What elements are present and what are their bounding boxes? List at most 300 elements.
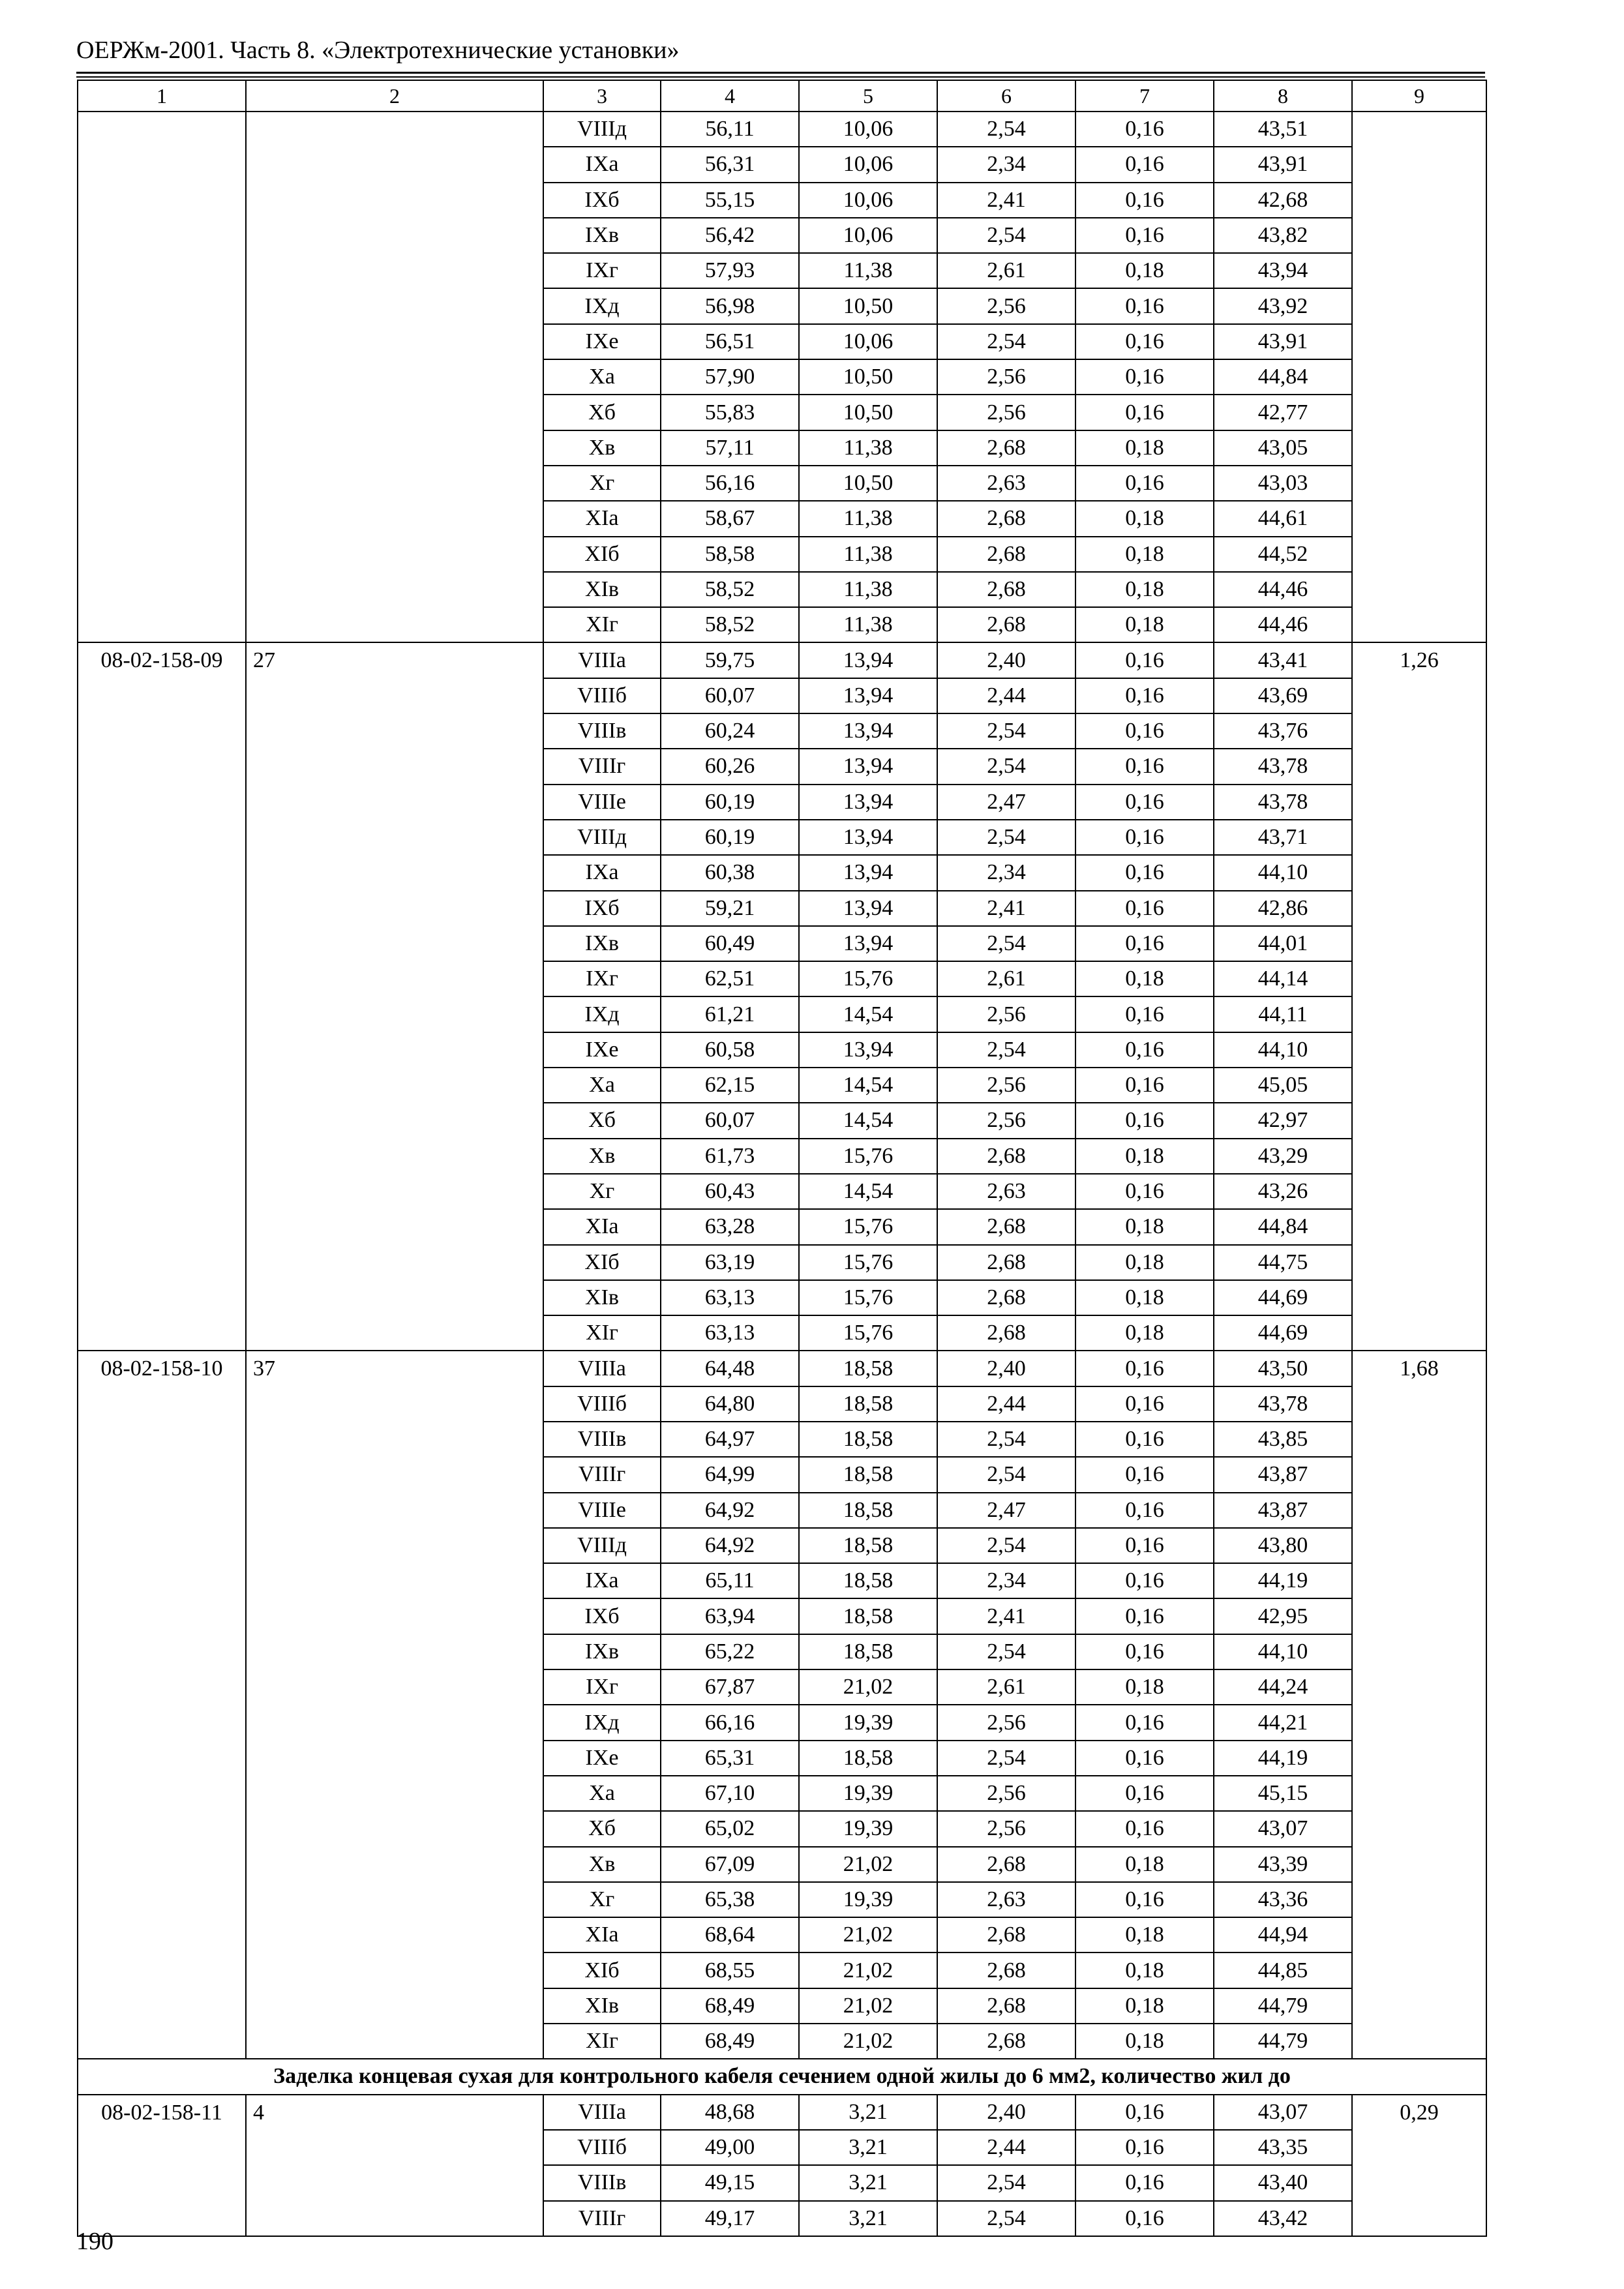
value-cell: 0,18	[1075, 430, 1214, 466]
zone-cell: Xa	[543, 1068, 661, 1103]
value-cell: 49,00	[661, 2130, 799, 2165]
value-cell: 56,98	[661, 288, 799, 323]
value-cell: 61,21	[661, 996, 799, 1032]
value-cell: 68,49	[661, 2024, 799, 2059]
value-cell: 59,21	[661, 891, 799, 926]
value-cell: 62,51	[661, 961, 799, 996]
zone-cell: IXг	[543, 961, 661, 996]
value-cell: 43,78	[1214, 749, 1352, 784]
zone-cell: VIIIд	[543, 820, 661, 855]
value-cell: 60,58	[661, 1032, 799, 1068]
value-cell: 14,54	[799, 996, 937, 1032]
rates-table	[77, 80, 1487, 2237]
zone-cell: VIIIг	[543, 2201, 661, 2236]
column-header: 5	[799, 80, 937, 112]
value-cell: 2,63	[937, 466, 1075, 501]
value-cell: 21,02	[799, 1988, 937, 2024]
value-cell: 43,29	[1214, 1139, 1352, 1174]
value-cell: 60,26	[661, 749, 799, 784]
value-cell: 2,54	[937, 324, 1075, 359]
value-cell: 44,10	[1214, 1634, 1352, 1669]
value-cell: 59,75	[661, 642, 799, 678]
value-cell: 65,31	[661, 1741, 799, 1776]
value-cell: 11,38	[799, 572, 937, 607]
value-cell: 0,16	[1075, 1351, 1214, 1386]
zone-cell: IXe	[543, 1032, 661, 1068]
value-cell: 42,95	[1214, 1598, 1352, 1634]
zone-cell: VIIIб	[543, 678, 661, 713]
value-cell: 15,76	[799, 1209, 937, 1244]
value-cell: 60,24	[661, 713, 799, 749]
column-header: 3	[543, 80, 661, 112]
value-cell: 44,14	[1214, 961, 1352, 996]
table-row	[78, 642, 1486, 678]
zone-cell: XIв	[543, 1988, 661, 2024]
value-cell: 43,78	[1214, 1386, 1352, 1422]
zone-cell: VIIIв	[543, 713, 661, 749]
value-cell: 44,10	[1214, 1032, 1352, 1068]
value-cell: 0,16	[1075, 1457, 1214, 1492]
zone-cell: IXг	[543, 1669, 661, 1705]
zone-cell: VIIIв	[543, 1422, 661, 1457]
value-cell: 2,63	[937, 1882, 1075, 1917]
zone-cell: VIIIe	[543, 1493, 661, 1528]
value-cell: 45,05	[1214, 1068, 1352, 1103]
core-count-cell: 4	[246, 2095, 543, 2236]
value-cell: 3,21	[799, 2130, 937, 2165]
value-cell: 43,94	[1214, 253, 1352, 288]
value-cell: 0,16	[1075, 785, 1214, 820]
zone-cell: VIIIe	[543, 785, 661, 820]
value-cell: 68,49	[661, 1988, 799, 2024]
core-count-cell	[246, 112, 543, 642]
value-cell: 2,41	[937, 891, 1075, 926]
value-cell: 2,54	[937, 1032, 1075, 1068]
value-cell: 0,16	[1075, 1598, 1214, 1634]
value-cell: 60,19	[661, 785, 799, 820]
value-cell: 0,18	[1075, 1139, 1214, 1174]
zone-cell: IXд	[543, 288, 661, 323]
value-cell: 21,02	[799, 1952, 937, 1988]
value-cell: 0,18	[1075, 1917, 1214, 1952]
value-cell: 2,54	[937, 1422, 1075, 1457]
value-cell: 44,79	[1214, 2024, 1352, 2059]
value-cell: 43,91	[1214, 324, 1352, 359]
value-cell: 68,64	[661, 1917, 799, 1952]
value-cell: 0,16	[1075, 1493, 1214, 1528]
value-cell: 2,41	[937, 1598, 1075, 1634]
value-cell: 11,38	[799, 501, 937, 536]
value-cell: 0,18	[1075, 1245, 1214, 1280]
zone-cell: IXв	[543, 218, 661, 253]
value-cell: 2,68	[937, 1209, 1075, 1244]
value-cell: 18,58	[799, 1422, 937, 1457]
value-cell: 10,50	[799, 359, 937, 395]
value-cell: 43,76	[1214, 713, 1352, 749]
value-cell: 0,16	[1075, 891, 1214, 926]
value-cell: 43,71	[1214, 820, 1352, 855]
value-cell: 2,47	[937, 1493, 1075, 1528]
zone-cell: IXa	[543, 147, 661, 182]
value-cell: 43,82	[1214, 218, 1352, 253]
zone-cell: IXб	[543, 183, 661, 218]
value-cell: 44,84	[1214, 1209, 1352, 1244]
value-cell: 19,39	[799, 1811, 937, 1846]
zone-cell: Xв	[543, 1139, 661, 1174]
value-cell: 0,18	[1075, 572, 1214, 607]
value-cell: 44,19	[1214, 1741, 1352, 1776]
zone-cell: IXв	[543, 1634, 661, 1669]
value-cell: 44,24	[1214, 1669, 1352, 1705]
zone-cell: VIIIд	[543, 1528, 661, 1563]
zone-cell: VIIIa	[543, 642, 661, 678]
value-cell: 0,18	[1075, 1669, 1214, 1705]
value-cell: 10,50	[799, 466, 937, 501]
value-cell: 2,56	[937, 996, 1075, 1032]
value-cell: 60,43	[661, 1174, 799, 1209]
value-cell: 44,85	[1214, 1952, 1352, 1988]
labor-cost-cell: 1,26	[1352, 642, 1486, 1351]
value-cell: 0,16	[1075, 820, 1214, 855]
value-cell: 2,54	[937, 1634, 1075, 1669]
value-cell: 44,46	[1214, 607, 1352, 642]
value-cell: 44,79	[1214, 1988, 1352, 2024]
value-cell: 11,38	[799, 607, 937, 642]
value-cell: 44,10	[1214, 855, 1352, 890]
value-cell: 44,52	[1214, 537, 1352, 572]
value-cell: 0,16	[1075, 749, 1214, 784]
value-cell: 0,16	[1075, 112, 1214, 147]
zone-cell: IXa	[543, 1563, 661, 1598]
value-cell: 0,16	[1075, 1741, 1214, 1776]
labor-cost-cell	[1352, 112, 1486, 642]
value-cell: 2,68	[937, 1988, 1075, 2024]
zone-cell: XIг	[543, 2024, 661, 2059]
value-cell: 65,22	[661, 1634, 799, 1669]
value-cell: 0,16	[1075, 1563, 1214, 1598]
value-cell: 10,06	[799, 324, 937, 359]
value-cell: 2,54	[937, 749, 1075, 784]
value-cell: 10,06	[799, 218, 937, 253]
value-cell: 43,07	[1214, 2095, 1352, 2130]
table-row	[78, 2095, 1486, 2130]
value-cell: 2,68	[937, 1139, 1075, 1174]
value-cell: 14,54	[799, 1174, 937, 1209]
value-cell: 44,69	[1214, 1280, 1352, 1315]
value-cell: 56,51	[661, 324, 799, 359]
value-cell: 42,97	[1214, 1103, 1352, 1138]
value-cell: 2,54	[937, 713, 1075, 749]
value-cell: 15,76	[799, 1245, 937, 1280]
value-cell: 3,21	[799, 2165, 937, 2200]
value-cell: 64,48	[661, 1351, 799, 1386]
value-cell: 0,16	[1075, 1882, 1214, 1917]
section-title: Заделка концевая сухая для контрольного кабеля сечением одной жилы до 6 мм2, количество жил до	[78, 2059, 1486, 2094]
value-cell: 2,34	[937, 855, 1075, 890]
value-cell: 0,18	[1075, 1988, 1214, 2024]
value-cell: 0,16	[1075, 1068, 1214, 1103]
value-cell: 2,54	[937, 218, 1075, 253]
zone-cell: VIIIб	[543, 2130, 661, 2165]
value-cell: 2,40	[937, 2095, 1075, 2130]
zone-cell: VIIIa	[543, 1351, 661, 1386]
value-cell: 64,99	[661, 1457, 799, 1492]
zone-cell: XIa	[543, 501, 661, 536]
value-cell: 2,68	[937, 501, 1075, 536]
value-cell: 19,39	[799, 1705, 937, 1740]
column-header: 7	[1075, 80, 1214, 112]
value-cell: 43,87	[1214, 1493, 1352, 1528]
value-cell: 11,38	[799, 253, 937, 288]
value-cell: 2,40	[937, 1351, 1075, 1386]
value-cell: 0,16	[1075, 1528, 1214, 1563]
value-cell: 0,18	[1075, 1315, 1214, 1351]
zone-cell: XIб	[543, 537, 661, 572]
value-cell: 19,39	[799, 1882, 937, 1917]
value-cell: 0,16	[1075, 359, 1214, 395]
zone-cell: IXв	[543, 926, 661, 961]
value-cell: 56,42	[661, 218, 799, 253]
value-cell: 44,61	[1214, 501, 1352, 536]
value-cell: 43,42	[1214, 2201, 1352, 2236]
value-cell: 10,06	[799, 112, 937, 147]
value-cell: 11,38	[799, 537, 937, 572]
value-cell: 63,94	[661, 1598, 799, 1634]
value-cell: 0,16	[1075, 2130, 1214, 2165]
value-cell: 64,92	[661, 1528, 799, 1563]
value-cell: 0,18	[1075, 1847, 1214, 1882]
value-cell: 0,16	[1075, 996, 1214, 1032]
value-cell: 2,68	[937, 1315, 1075, 1351]
zone-cell: IXд	[543, 1705, 661, 1740]
value-cell: 44,21	[1214, 1705, 1352, 1740]
value-cell: 43,51	[1214, 112, 1352, 147]
value-cell: 21,02	[799, 1669, 937, 1705]
value-cell: 2,68	[937, 2024, 1075, 2059]
value-cell: 2,56	[937, 1103, 1075, 1138]
value-cell: 56,31	[661, 147, 799, 182]
value-cell: 3,21	[799, 2095, 937, 2130]
value-cell: 2,68	[937, 1952, 1075, 1988]
column-header: 2	[246, 80, 543, 112]
value-cell: 21,02	[799, 1917, 937, 1952]
rate-code-cell	[78, 112, 246, 642]
zone-cell: VIIIг	[543, 749, 661, 784]
zone-cell: IXг	[543, 253, 661, 288]
value-cell: 13,94	[799, 820, 937, 855]
zone-cell: IXб	[543, 1598, 661, 1634]
column-header: 9	[1352, 80, 1486, 112]
value-cell: 0,16	[1075, 926, 1214, 961]
value-cell: 43,50	[1214, 1351, 1352, 1386]
value-cell: 43,35	[1214, 2130, 1352, 2165]
value-cell: 55,15	[661, 183, 799, 218]
value-cell: 2,56	[937, 1811, 1075, 1846]
value-cell: 21,02	[799, 1847, 937, 1882]
value-cell: 15,76	[799, 961, 937, 996]
value-cell: 0,16	[1075, 1776, 1214, 1811]
value-cell: 43,91	[1214, 147, 1352, 182]
value-cell: 43,36	[1214, 1882, 1352, 1917]
value-cell: 2,54	[937, 2201, 1075, 2236]
value-cell: 0,16	[1075, 466, 1214, 501]
zone-cell: VIIIa	[543, 2095, 661, 2130]
value-cell: 0,18	[1075, 537, 1214, 572]
value-cell: 2,54	[937, 1528, 1075, 1563]
value-cell: 0,18	[1075, 1209, 1214, 1244]
value-cell: 63,13	[661, 1315, 799, 1351]
zone-cell: Xв	[543, 430, 661, 466]
zone-cell: Xг	[543, 1174, 661, 1209]
value-cell: 43,85	[1214, 1422, 1352, 1457]
zone-cell: Xг	[543, 466, 661, 501]
value-cell: 0,16	[1075, 1174, 1214, 1209]
value-cell: 43,03	[1214, 466, 1352, 501]
value-cell: 43,40	[1214, 2165, 1352, 2200]
value-cell: 19,39	[799, 1776, 937, 1811]
value-cell: 0,16	[1075, 1811, 1214, 1846]
value-cell: 2,34	[937, 1563, 1075, 1598]
value-cell: 15,76	[799, 1315, 937, 1351]
value-cell: 2,40	[937, 642, 1075, 678]
value-cell: 2,54	[937, 820, 1075, 855]
value-cell: 0,18	[1075, 961, 1214, 996]
value-cell: 48,68	[661, 2095, 799, 2130]
value-cell: 0,16	[1075, 183, 1214, 218]
value-cell: 11,38	[799, 430, 937, 466]
value-cell: 60,19	[661, 820, 799, 855]
zone-cell: VIIIд	[543, 112, 661, 147]
value-cell: 15,76	[799, 1280, 937, 1315]
value-cell: 0,16	[1075, 147, 1214, 182]
value-cell: 2,68	[937, 1847, 1075, 1882]
value-cell: 67,87	[661, 1669, 799, 1705]
zone-cell: XIa	[543, 1917, 661, 1952]
value-cell: 56,16	[661, 466, 799, 501]
value-cell: 2,68	[937, 1917, 1075, 1952]
value-cell: 57,11	[661, 430, 799, 466]
value-cell: 2,56	[937, 1068, 1075, 1103]
value-cell: 18,58	[799, 1493, 937, 1528]
value-cell: 0,16	[1075, 2165, 1214, 2200]
table-body	[78, 80, 1486, 2236]
value-cell: 44,11	[1214, 996, 1352, 1032]
zone-cell: XIв	[543, 1280, 661, 1315]
table-row	[78, 112, 1486, 147]
section-row	[78, 2059, 1486, 2094]
value-cell: 58,52	[661, 572, 799, 607]
value-cell: 14,54	[799, 1103, 937, 1138]
value-cell: 0,16	[1075, 1103, 1214, 1138]
value-cell: 64,97	[661, 1422, 799, 1457]
zone-cell: XIб	[543, 1245, 661, 1280]
zone-cell: IXб	[543, 891, 661, 926]
value-cell: 18,58	[799, 1634, 937, 1669]
rate-code-cell: 08-02-158-11	[78, 2095, 246, 2236]
value-cell: 2,54	[937, 112, 1075, 147]
value-cell: 44,69	[1214, 1315, 1352, 1351]
value-cell: 43,69	[1214, 678, 1352, 713]
value-cell: 2,34	[937, 147, 1075, 182]
value-cell: 62,15	[661, 1068, 799, 1103]
value-cell: 18,58	[799, 1528, 937, 1563]
value-cell: 44,46	[1214, 572, 1352, 607]
table-row	[78, 1351, 1486, 1386]
value-cell: 49,15	[661, 2165, 799, 2200]
value-cell: 2,56	[937, 359, 1075, 395]
value-cell: 42,68	[1214, 183, 1352, 218]
value-cell: 0,16	[1075, 642, 1214, 678]
value-cell: 13,94	[799, 855, 937, 890]
value-cell: 2,68	[937, 537, 1075, 572]
value-cell: 42,86	[1214, 891, 1352, 926]
zone-cell: XIв	[543, 572, 661, 607]
value-cell: 65,38	[661, 1882, 799, 1917]
column-header: 6	[937, 80, 1075, 112]
value-cell: 0,16	[1075, 288, 1214, 323]
zone-cell: XIг	[543, 607, 661, 642]
zone-cell: VIIIг	[543, 1457, 661, 1492]
value-cell: 0,18	[1075, 1952, 1214, 1988]
column-header: 4	[661, 80, 799, 112]
value-cell: 2,56	[937, 1776, 1075, 1811]
zone-cell: Xa	[543, 1776, 661, 1811]
value-cell: 2,54	[937, 1741, 1075, 1776]
value-cell: 43,41	[1214, 642, 1352, 678]
value-cell: 2,54	[937, 926, 1075, 961]
value-cell: 0,16	[1075, 218, 1214, 253]
value-cell: 13,94	[799, 642, 937, 678]
value-cell: 0,16	[1075, 1032, 1214, 1068]
value-cell: 2,68	[937, 430, 1075, 466]
column-number-row	[78, 80, 1486, 112]
value-cell: 2,68	[937, 1245, 1075, 1280]
value-cell: 0,16	[1075, 855, 1214, 890]
value-cell: 13,94	[799, 926, 937, 961]
value-cell: 2,68	[937, 1280, 1075, 1315]
value-cell: 42,77	[1214, 395, 1352, 430]
value-cell: 43,26	[1214, 1174, 1352, 1209]
value-cell: 60,38	[661, 855, 799, 890]
value-cell: 61,73	[661, 1139, 799, 1174]
value-cell: 43,80	[1214, 1528, 1352, 1563]
value-cell: 21,02	[799, 2024, 937, 2059]
value-cell: 2,63	[937, 1174, 1075, 1209]
value-cell: 44,19	[1214, 1563, 1352, 1598]
value-cell: 13,94	[799, 891, 937, 926]
zone-cell: VIIIв	[543, 2165, 661, 2200]
rate-code-cell: 08-02-158-09	[78, 642, 246, 1351]
rate-code-cell: 08-02-158-10	[78, 1351, 246, 2059]
value-cell: 43,07	[1214, 1811, 1352, 1846]
zone-cell: Xб	[543, 1811, 661, 1846]
value-cell: 18,58	[799, 1386, 937, 1422]
value-cell: 2,44	[937, 678, 1075, 713]
zone-cell: Xб	[543, 1103, 661, 1138]
value-cell: 58,52	[661, 607, 799, 642]
value-cell: 2,54	[937, 1457, 1075, 1492]
value-cell: 64,92	[661, 1493, 799, 1528]
value-cell: 0,18	[1075, 2024, 1214, 2059]
value-cell: 2,68	[937, 572, 1075, 607]
value-cell: 49,17	[661, 2201, 799, 2236]
value-cell: 0,18	[1075, 501, 1214, 536]
value-cell: 13,94	[799, 678, 937, 713]
zone-cell: VIIIб	[543, 1386, 661, 1422]
zone-cell: Xг	[543, 1882, 661, 1917]
zone-cell: Xa	[543, 359, 661, 395]
value-cell: 10,06	[799, 183, 937, 218]
